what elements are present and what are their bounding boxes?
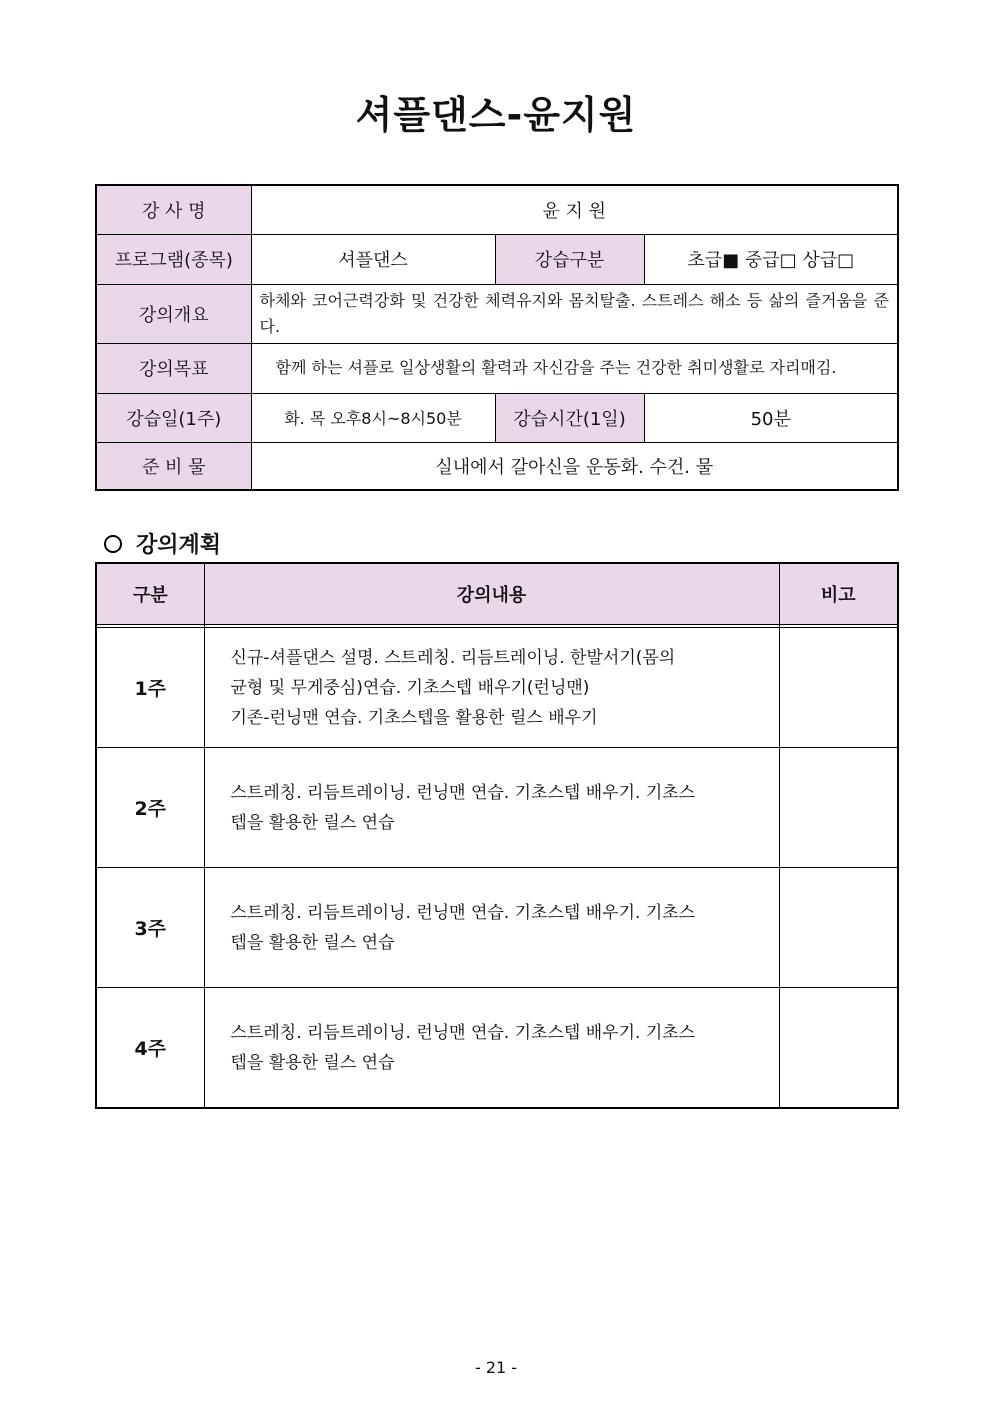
content-line: 텝을 활용한 릴스 연습 (230, 1052, 395, 1073)
content-line: 스트레칭. 리듬트레이닝. 런닝맨 연습. 기초스텝 배우기. 기초스 (230, 902, 696, 923)
duration-label: 강습시간(1일) (495, 393, 644, 442)
week-content (204, 748, 779, 868)
lesson-plan-table (95, 562, 899, 1109)
week-label: 4주 (96, 988, 204, 1109)
week-note (779, 868, 898, 988)
section-heading (104, 528, 221, 559)
week-label: 3주 (96, 868, 204, 988)
table-row (96, 988, 898, 1109)
table-row (96, 868, 898, 988)
content-line: 신규-셔플댄스 설명. 스트레칭. 리듬트레이닝. 한발서기(몸의 (230, 647, 676, 668)
program-value: 셔플댄스 (251, 234, 495, 284)
content-line: 기존-런닝맨 연습. 기초스텝을 활용한 릴스 배우기 (230, 707, 598, 728)
week-content (204, 868, 779, 988)
table-row (96, 748, 898, 868)
program-row (96, 234, 898, 284)
content-line: 텝을 활용한 릴스 연습 (230, 932, 395, 953)
week-note (779, 988, 898, 1109)
instructor-row (96, 185, 898, 234)
week-label: 1주 (96, 628, 204, 748)
instructor-value: 윤 지 원 (251, 185, 898, 234)
schedule-row (96, 393, 898, 442)
week-content (204, 628, 779, 748)
page-number: - 21 - (474, 1358, 518, 1377)
week-label: 2주 (96, 748, 204, 868)
days-value: 화. 목 오후8시~8시50분 (251, 393, 495, 442)
plan-header-row (96, 563, 898, 625)
supplies-row (96, 442, 898, 490)
week-note (779, 628, 898, 748)
days-label: 강습일(1주) (96, 393, 251, 442)
level-label: 강습구분 (495, 234, 644, 284)
program-label: 프로그램(종목) (96, 234, 251, 284)
overview-label: 강의개요 (96, 284, 251, 343)
course-info-table (95, 184, 899, 491)
page-title: 셔플댄스-윤지원 (355, 93, 637, 137)
goal-label: 강의목표 (96, 343, 251, 393)
goal-row (96, 343, 898, 393)
level-value: 초급■ 중급□ 상급□ (644, 234, 898, 284)
section-title: 강의계획 (136, 533, 222, 558)
instructor-label: 강 사 명 (96, 185, 251, 234)
goal-value: 함께 하는 셔플로 일상생활의 활력과 자신감을 주는 건강한 취미생활로 자리매김. (251, 343, 898, 393)
week-note (779, 748, 898, 868)
header-week: 구분 (96, 563, 204, 625)
circle-bullet-icon (104, 535, 122, 553)
table-row (96, 628, 898, 748)
overview-value: 하체와 코어근력강화 및 건강한 체력유지와 몸치탈출. 스트레스 해소 등 삶의 즐거움을 준다. (251, 284, 898, 343)
content-line: 균형 및 무게중심)연습. 기초스텝 배우기(런닝맨) (230, 677, 590, 698)
week-content (204, 988, 779, 1109)
duration-value: 50분 (644, 393, 898, 442)
header-content: 강의내용 (204, 563, 779, 625)
supplies-value: 실내에서 갈아신을 운동화. 수건. 물 (251, 442, 898, 490)
overview-row (96, 284, 898, 343)
content-line: 스트레칭. 리듬트레이닝. 런닝맨 연습. 기초스텝 배우기. 기초스 (230, 1022, 696, 1043)
content-line: 스트레칭. 리듬트레이닝. 런닝맨 연습. 기초스텝 배우기. 기초스 (230, 782, 696, 803)
content-line: 텝을 활용한 릴스 연습 (230, 812, 395, 833)
supplies-label: 준 비 물 (96, 442, 251, 490)
header-note: 비고 (779, 563, 898, 625)
